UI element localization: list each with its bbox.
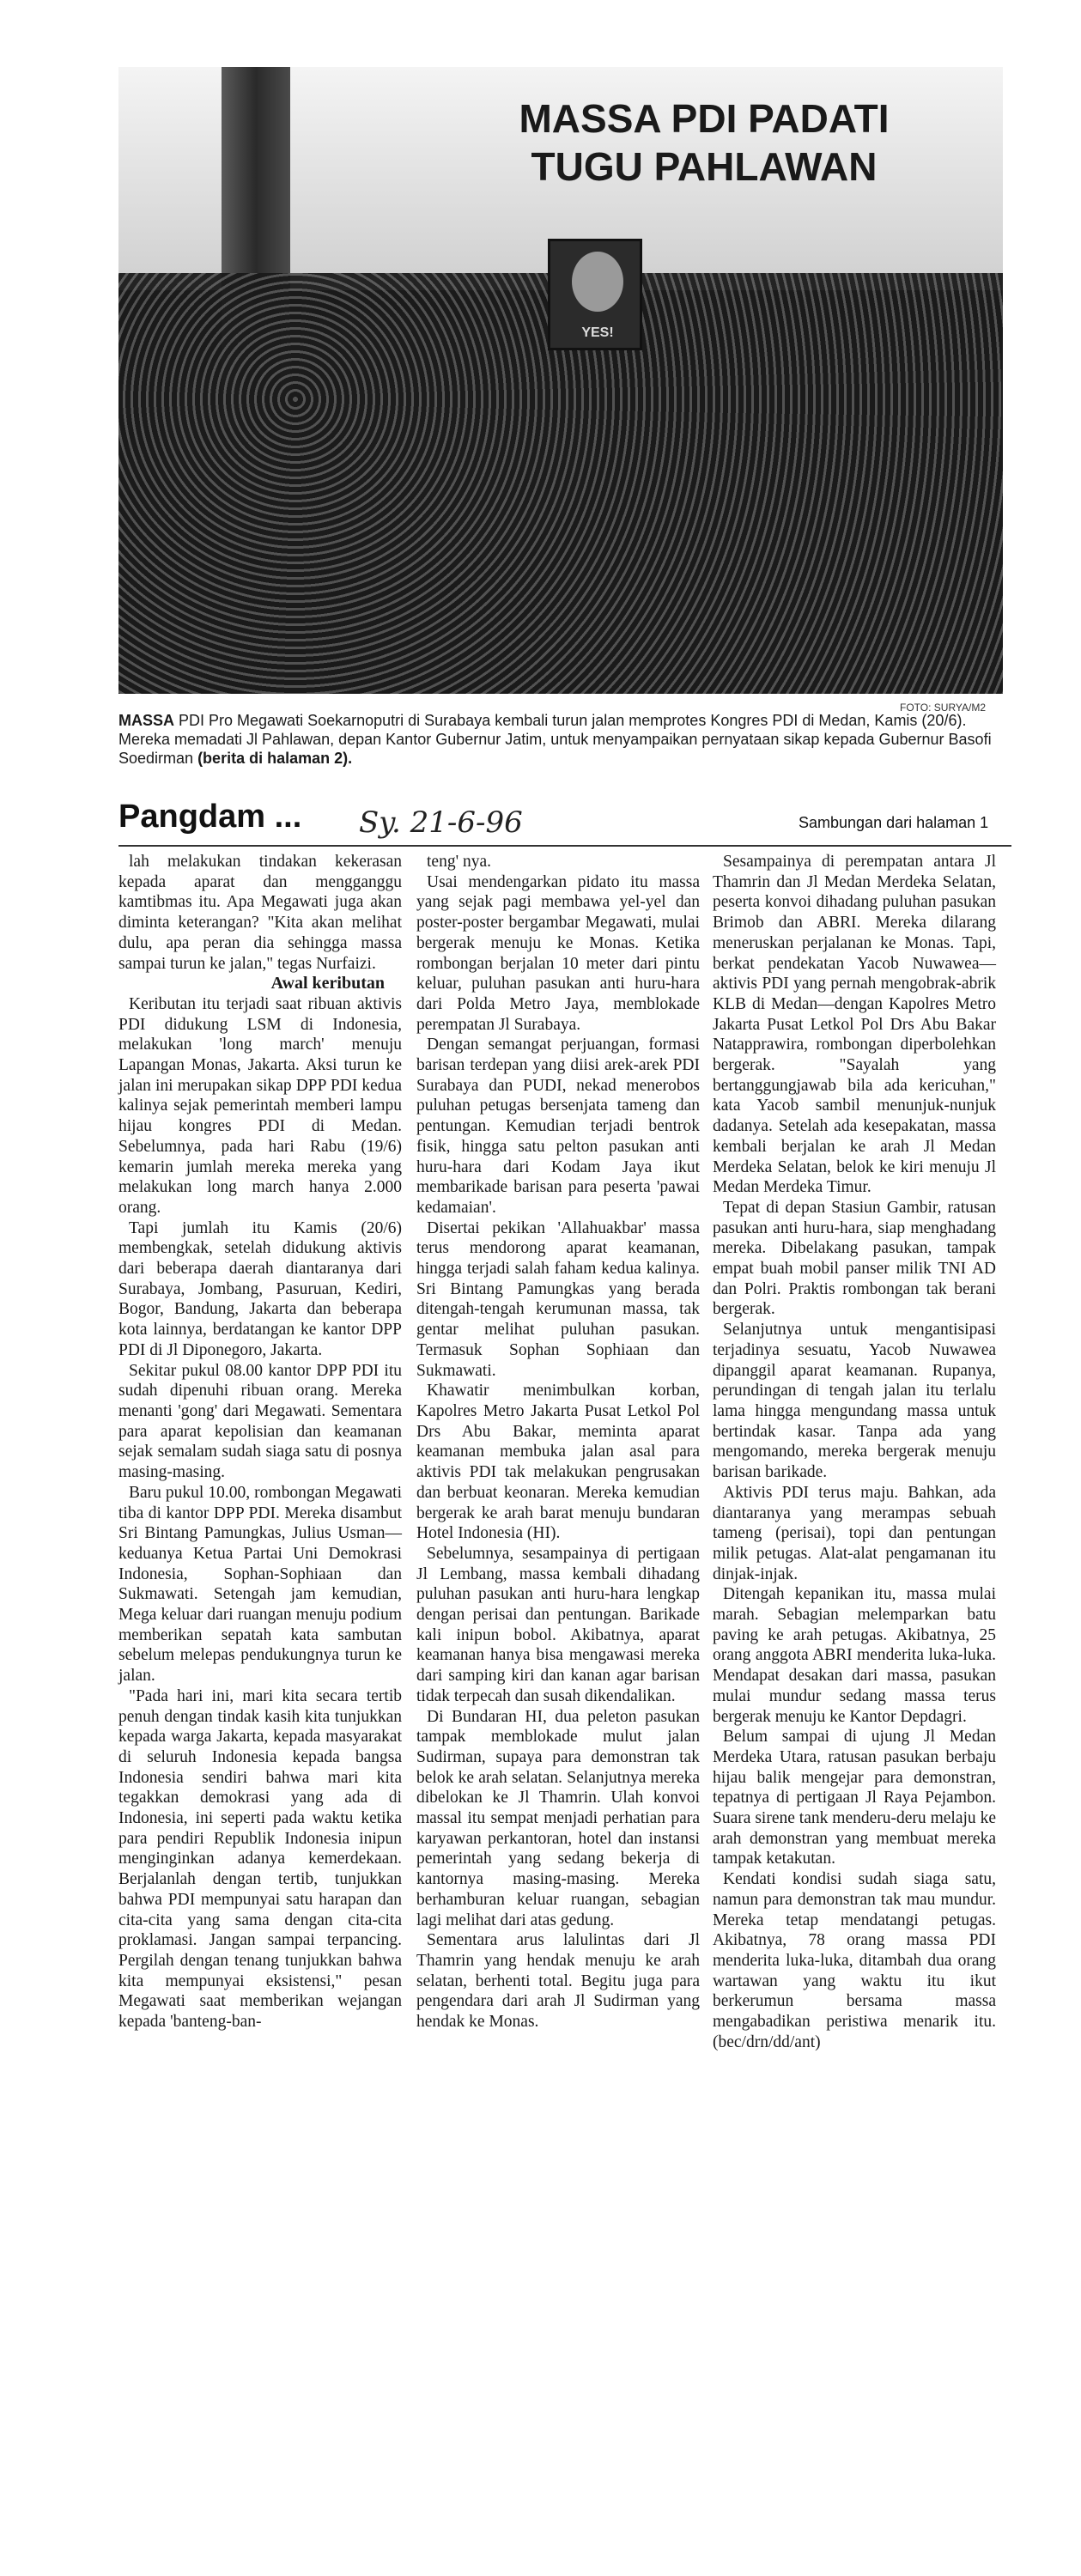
paragraph: Tepat di depan Stasiun Gambir, ratusan pasukan anti huru-hara, siap menghadang mereka. Dibelakang pasukan, tampak empat buah mobil panser milik TNI AD dan Polri. Praktis rombongan tak berani bergerak. bbox=[713, 1198, 996, 1319]
paragraph: Khawatir menimbulkan korban, Kapolres Metro Jakarta Pusat Letkol Pol Drs Abu Bakar, meminta aparat keamanan membuka jalan asal para aktivis PDI tak melakukan pengrusakan dan berbuat keonaran. Mereka kemudian bergerak ke arah barat menuju bundaran Hotel Indonesia (HI). bbox=[416, 1382, 700, 1543]
paragraph: lah melakukan tindakan kekerasan kepada aparat dan mengganggu kamtibmas itu. Apa Megawati juga akan diminta keterangan? "Kita akan melihat dulu, apa peran dia sehingga massa sampai turun ke jalan," tegas Nurfaizi. bbox=[118, 853, 402, 973]
paragraph: Usai mendengarkan pidato itu massa yang sejak pagi membawa yel-yel dan poster-poster bergambar Megawati, mulai bergerak menuju ke Monas. Ketika rombongan berjalan 10 meter dari pintu keluar, puluhan pasukan anti huru-hara dari Polda Metro Jaya, memblokade perempatan Jl Surabaya. bbox=[416, 872, 700, 1034]
paragraph: Sesampainya di perempatan antara Jl Thamrin dan Jl Medan Merdeka Selatan, peserta konvoi dihadang puluhan pasukan Brimob dan ABRI. Mereka dilarang meneruskan perjalanan ke Monas. Tapi, berkat pendekatan Yacob Nuwawea—aktivis PDI yang pernah mengobrak-abrik KLB di Medan—dengan Kapolres Metro Jakarta Pusat Letkol Pol Drs Abu Bakar Natapprawira, rombongan diperbolehkan bergerak. "Sayalah yang bertanggungjawab bila ada kericuhan," kata Yacob sambil menunjuk-nunjuk dadanya. Setelah ada kesepakatan, massa kembali berjalan ke arah Jl Medan Merdeka Selatan, belok ke kiri menuju Jl Medan Merdeka Timur. bbox=[713, 853, 996, 1197]
article-title: Pangdam ... bbox=[118, 799, 302, 835]
paragraph: Belum sampai di ujung Jl Medan Merdeka Utara, ratusan pasukan berbaju hijau balik mengejar para demonstran, tepatnya di pertigaan Jl Raya Pejambon. Suara sirene tank menderu-deru melaju ke arah demonstran yang membuat mereka tampak ketakutan. bbox=[713, 1728, 996, 1868]
photo-caption bbox=[118, 711, 1011, 768]
headline-line-2: TUGU PAHLAWAN bbox=[531, 144, 878, 189]
paragraph: Disertai pekikan 'Allahuakbar' massa terus mendorong aparat keamanan, hingga terjadi salah faham kedua kalinya. Sri Bintang Pamungkas yang berada ditengah-tengah kerumunan massa, tak gentar melihat puluhan pasukan. Termasuk Sophan Sophiaan dan Sukmawati. bbox=[416, 1218, 700, 1380]
caption-ref: (berita di halaman 2). bbox=[197, 750, 353, 767]
paragraph: Kendati kondisi sudah siaga satu, namun para demonstran tak mau mundur. Mereka tetap mendatangi petugas. Akibatnya, 78 orang massa PDI menderita luka-luka, ditambah dua orang wartawan yang waktu itu ikut berkerumun bersama massa mengabadikan peristiwa menarik itu. (bec/drn/dd/ant) bbox=[713, 1870, 996, 2051]
caption-lead: MASSA bbox=[118, 712, 175, 729]
caption-body: PDI Pro Megawati Soekarnoputri di Surabaya kembali turun jalan memprotes Kongres PDI di Medan, Kamis (20/6). Mereka memadati Jl Pahlawan, depan Kantor Gubernur Jatim, untuk menyampaikan pernyataan sikap kepada Gubernur Basofi Soedirman bbox=[118, 712, 992, 767]
paragraph: Sekitar pukul 08.00 kantor DPP PDI itu sudah dipenuhi ribuan orang. Mereka menanti 'gong' dari Megawati. Sementara para aparat kepolisian dan keamanan sejak semalam sudah siaga satu di posnya masing-masing. bbox=[118, 1361, 402, 1482]
handwritten-date: Sy. 21-6-96 bbox=[359, 805, 523, 840]
column-1-intro bbox=[118, 852, 402, 974]
continuation-note: Sambungan dari halaman 1 bbox=[799, 814, 989, 831]
paragraph: Sementara arus lalulintas dari Jl Thamrin yang hendak menuju ke arah selatan, berhenti total. Begitu juga para pengendara dari arah Jl Sudirman yang hendak ke Monas. bbox=[416, 1931, 700, 2032]
paragraph: "Pada hari ini, mari kita secara tertib penuh dengan tindak kasih kita tunjukkan kepada warga Jakarta, kepada masyarakat di seluruh Indonesia kepada bangsa Indonesia sendiri bahwa mari kita tegakkan demokrasi yang ada di Indonesia, ini seperti pada waktu ketika para pendiri Republik Indonesia inipun menginginkan adanya kemerdekaan. Berjalanlah dengan tertib, tunjukkan bahwa PDI mempunyai satu harapan dan cita-cita yang sama dengan cita-cita proklamasi. Jangan sampai terpancing. Pergilah dengan tenang tunjukkan bahwa kita mempunyai eksistensi," pesan Megawati saat memberikan wejangan kepada 'banteng-ban- bbox=[118, 1686, 402, 2032]
paragraph: Sebelumnya, sesampainya di pertigaan Jl Lembang, massa kembali dihadang puluhan pasukan anti huru-hara lengkap dengan perisai dan pentungan. Barikade kali inipun bobol. Akibatnya, aparat keamanan hanya bisa mengawasi mereka dari samping kiri dan kanan agar barisan tidak terpecah dan susah dikendalikan. bbox=[416, 1544, 700, 1705]
paragraph: Dengan semangat perjuangan, formasi barisan terdepan yang diisi arek-arek PDI Surabaya dan PUDI, nekad menerobos puluhan petugas bersenjata tameng dan pentungan. Kemudian terjadi bentrok fisik, hingga satu pelton pasukan anti huru-hara dari Kodam Jaya ikut membarikade barisan para peserta 'pawai kedamaian'. bbox=[416, 1036, 700, 1217]
paragraph: Di Bundaran HI, dua peleton pasukan tampak memblokade mulut jalan Sudirman, supaya para demonstran tak belok ke arah selatan. Selanjutnya mereka dibelokan ke Jl Thamrin. Ulah konvoi massal itu sempat menjadi perhatian para karyawan perkantoran, hotel dan instansi pemerintah yang sedang bekerja di kantornya masing-masing. Mereka berhamburan keluar ruangan, sebagian lagi melihat dari atas gedung. bbox=[416, 1707, 700, 1929]
paragraph: Tapi jumlah itu Kamis (20/6) membengkak, setelah didukung aktivis dari beberapa daerah diantaranya dari Surabaya, Jombang, Pasuruan, Kediri, Bogor, Bandung, Jakarta dan beberapa kota lainnya, berdatangan ke kantor DPP PDI di Jl Diponegoro, Jakarta. bbox=[118, 1218, 402, 1359]
article-column-3 bbox=[713, 852, 996, 2052]
subhead: Awal keributan bbox=[270, 974, 385, 993]
divider bbox=[118, 845, 1011, 847]
poster-text: YES! bbox=[581, 325, 614, 340]
paragraph: Baru pukul 10.00, rombongan Megawati tiba di kantor DPP PDI. Mereka disambut Sri Bintang Pamungkas, Julius Usman—keduanya Ketua Partai Uni Demokrasi Indonesia, Sophan-Sophiaan dan Sukmawati. Setengah jam kemudian, Mega keluar dari ruangan menuju podium memberikan sepatah kata sambutan sebelum melepas pendukungnya turun ke jalan. bbox=[118, 1483, 402, 1686]
article-column-1 bbox=[118, 852, 402, 2032]
headline bbox=[464, 94, 944, 191]
photo-poster bbox=[548, 239, 642, 350]
article-column-2 bbox=[416, 852, 700, 2032]
paragraph: Selanjutnya untuk mengantisipasi terjadinya sesuatu, Yacob Nuwawea dipanggil aparat keamanan. Rupanya, perundingan di tengah jalan itu terlalu lama hingga mengundang massa untuk bertindak kasar. Tanpa ada yang mengomando, mereka bergerak menuju barisan barikade. bbox=[713, 1321, 996, 1482]
headline-line-1: MASSA PDI PADATI bbox=[519, 96, 890, 141]
column-1-body bbox=[118, 994, 402, 2032]
column-2-body bbox=[416, 852, 700, 2032]
paragraph: Ditengah kepanikan itu, massa mulai marah. Sebagian melemparkan batu paving ke arah petugas. Akibatnya, 25 orang anggota ABRI menderita luka-luka. Mendapat desakan dari massa, pasukan mulai mundur sedang massa terus bergerak menuju ke Kantor Depdagri. bbox=[713, 1585, 996, 1726]
paragraph: Aktivis PDI terus maju. Bahkan, ada diantaranya yang merampas sebuah tameng (perisai), topi dan pentungan milik petugas. Alat-alat pengamanan itu dinjak-injak. bbox=[713, 1483, 996, 1583]
poster-portrait bbox=[572, 252, 623, 312]
column-3-body bbox=[713, 852, 996, 2052]
paragraph: Keributan itu terjadi saat ribuan aktivis PDI didukung LSM di Indonesia, melakukan 'long march' menuju Lapangan Monas, Jakarta. Aksi turun ke jalan ini merupakan sikap DPP PDI kedua kalinya sejak pemerintah memberi lampu hijau kongres PDI di Medan. Sebelumnya, pada hari Rabu (19/6) kemarin jumlah mereka mereka yang melakukan long march hanya 2.000 orang. bbox=[118, 994, 402, 1217]
paragraph: teng' nya. bbox=[427, 853, 491, 871]
photo-credit: FOTO: SURYA/M2 bbox=[900, 702, 987, 714]
